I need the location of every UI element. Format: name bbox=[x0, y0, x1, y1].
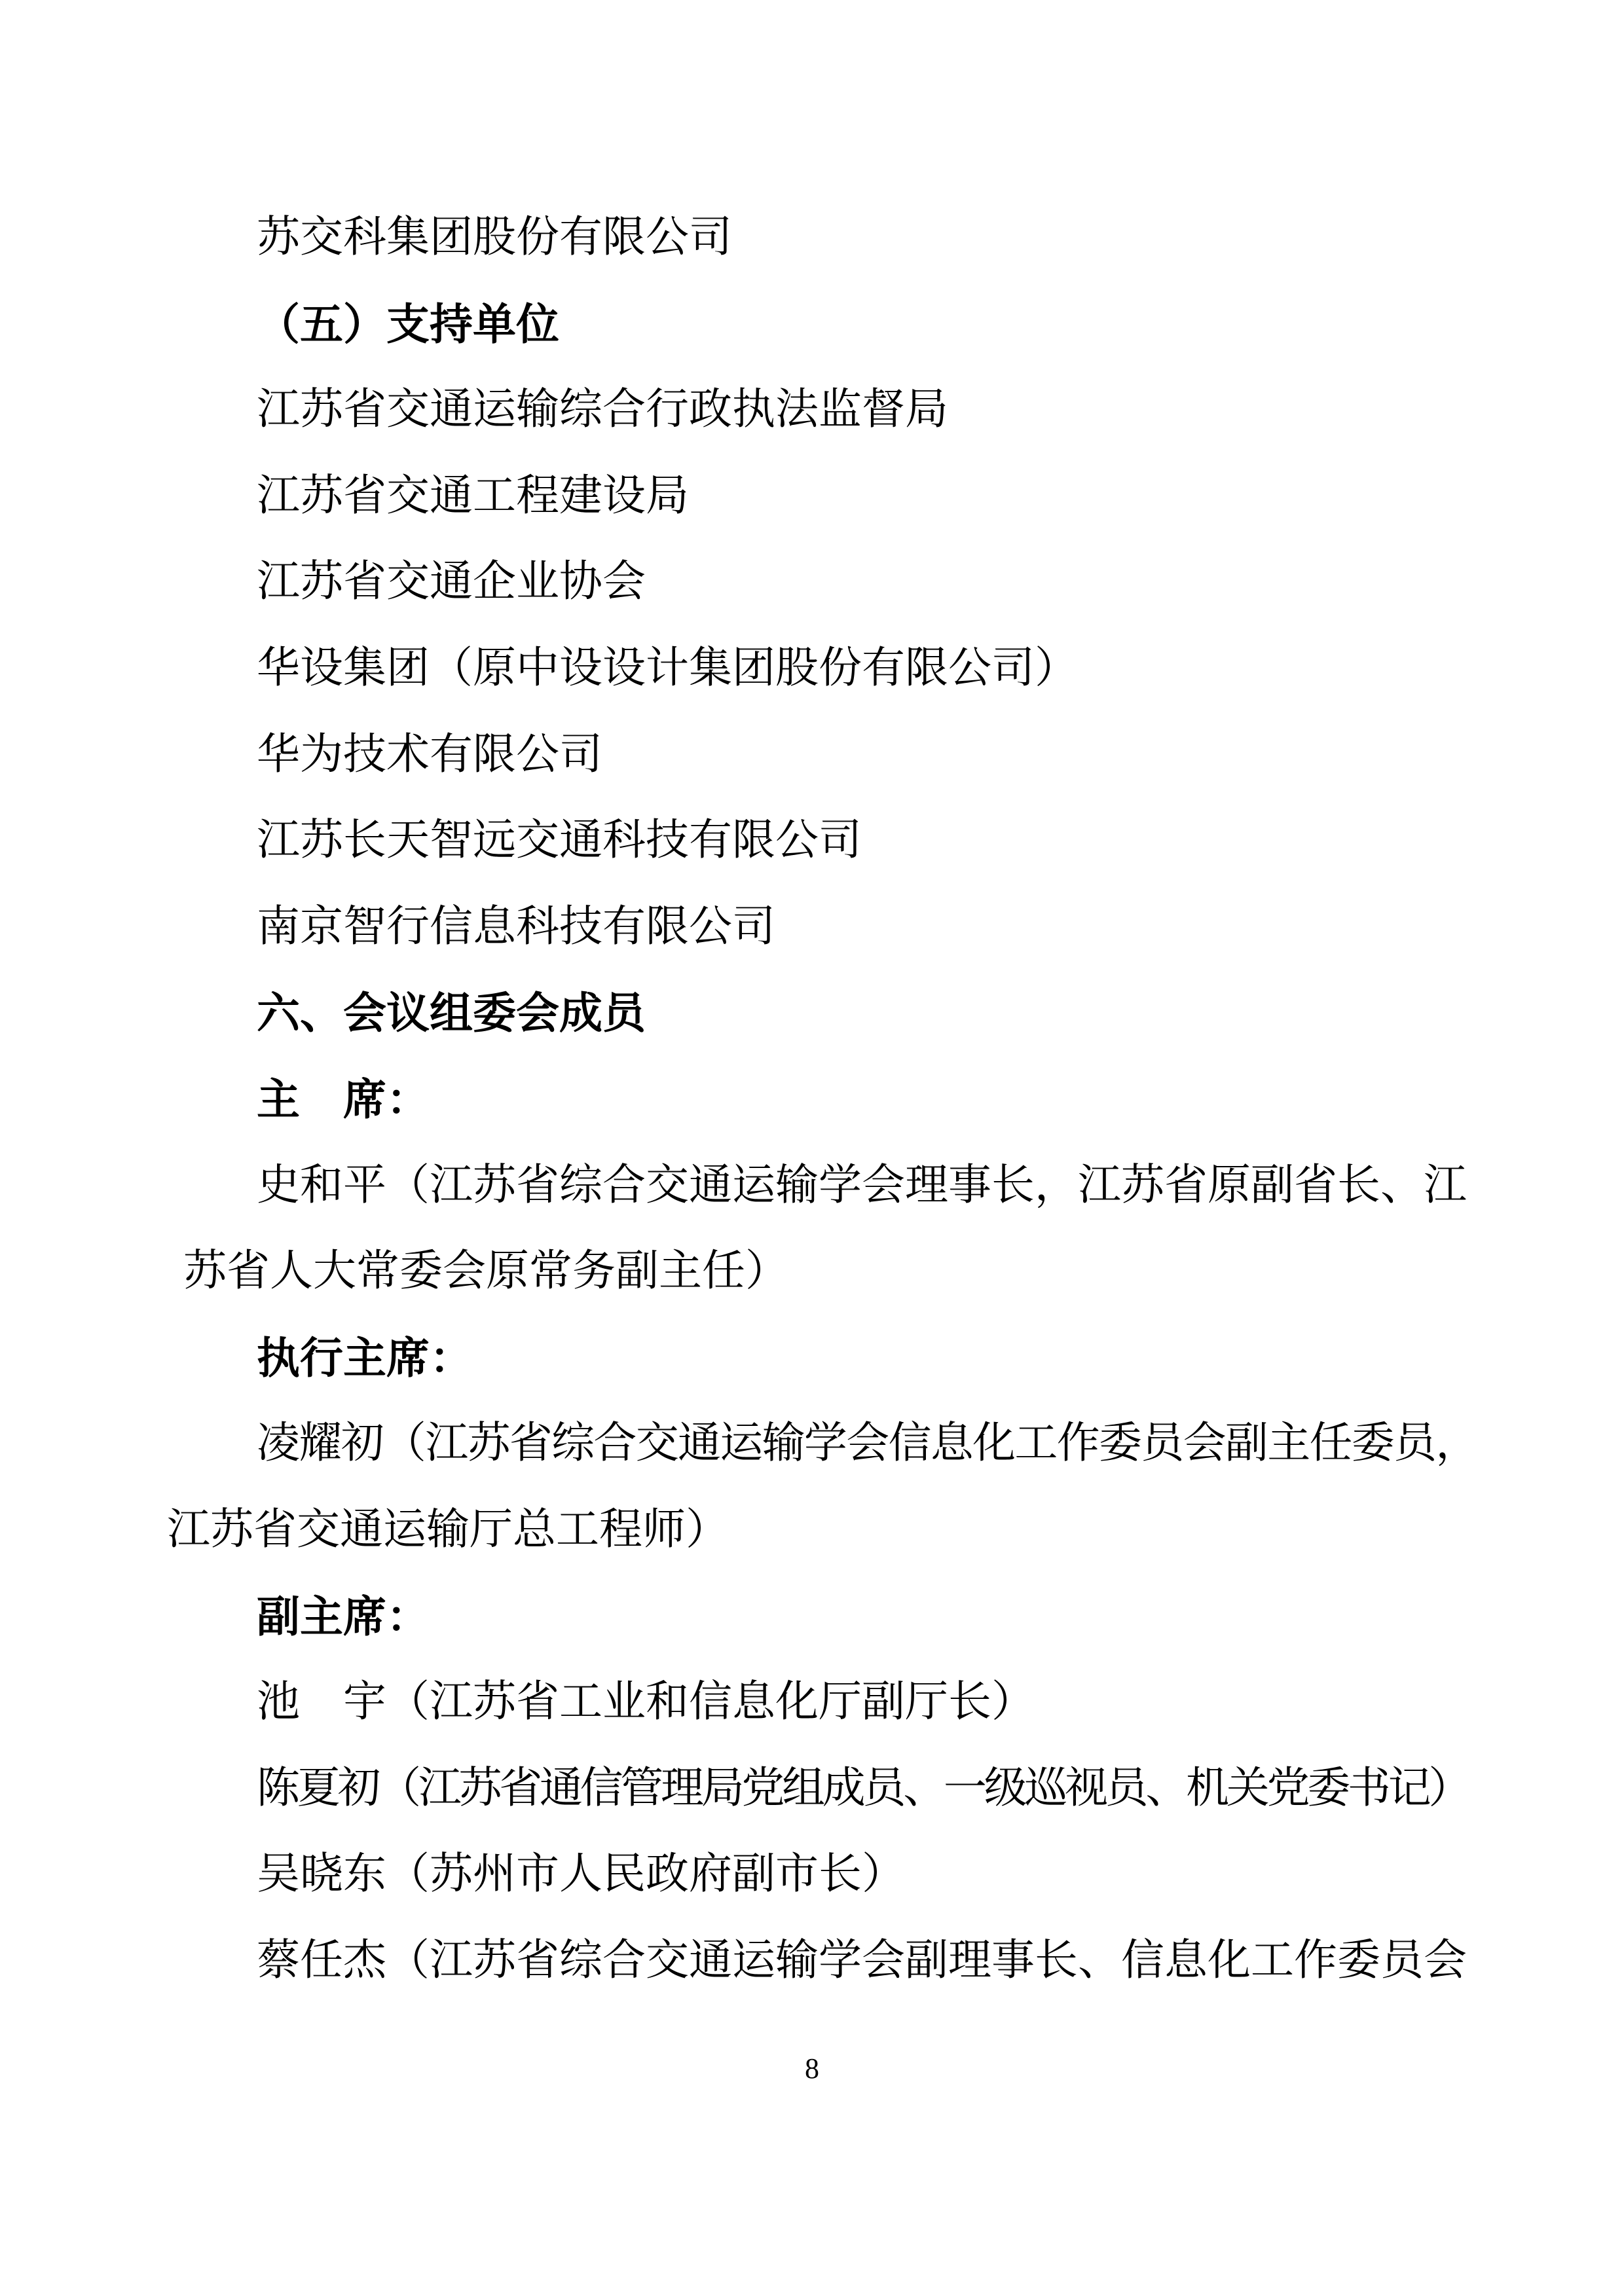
chairman-entry-line: 苏省人大常委会原常务副主任） bbox=[183, 1247, 788, 1295]
chairman-entry-line: 史和平（江苏省综合交通运输学会理事长，江苏省原副省长、江 bbox=[257, 1161, 1467, 1209]
org-name-line: 华为技术有限公司 bbox=[257, 731, 602, 778]
vice-chairman-entry-line: 池 宇（江苏省工业和信息化厅副厅长） bbox=[257, 1678, 1035, 1726]
executive-chairman-entry-line: 江苏省交通运输厅总工程师） bbox=[167, 1506, 729, 1554]
org-name-line: 华设集团（原中设设计集团股份有限公司） bbox=[257, 644, 1078, 692]
org-name-line: 江苏省交通工程建设局 bbox=[257, 472, 689, 520]
org-name-line: 江苏省交通企业协会 bbox=[257, 558, 646, 606]
vice-chairman-entry-line: 吴晓东（苏州市人民政府副市长） bbox=[257, 1850, 905, 1898]
vice-chairman-entry-line: 蔡任杰（江苏省综合交通运输学会副理事长、信息化工作委员会 bbox=[257, 1937, 1467, 1984]
section-6-heading: 六、会议组委会成员 bbox=[257, 989, 646, 1037]
section-5-heading: （五）支持单位 bbox=[257, 300, 559, 348]
org-name-line: 江苏长天智远交通科技有限公司 bbox=[257, 816, 862, 864]
chairman-label: 主 席： bbox=[257, 1075, 430, 1123]
executive-chairman-label: 执行主席： bbox=[257, 1334, 473, 1382]
page-number: 8 bbox=[805, 2052, 819, 2085]
executive-chairman-entry-line: 凌耀初（江苏省综合交通运输学会信息化工作委员会副主任委员， bbox=[257, 1419, 1478, 1467]
org-name-line: 南京智行信息科技有限公司 bbox=[257, 903, 775, 951]
vice-chairman-label: 副主席： bbox=[257, 1592, 430, 1641]
org-name-line: 苏交科集团股份有限公司 bbox=[257, 213, 732, 261]
org-name-line: 江苏省交通运输综合行政执法监督局 bbox=[257, 386, 948, 433]
vice-chairman-entry-line: 陈夏初（江苏省通信管理局党组成员、一级巡视员、机关党委书记） bbox=[257, 1764, 1469, 1812]
